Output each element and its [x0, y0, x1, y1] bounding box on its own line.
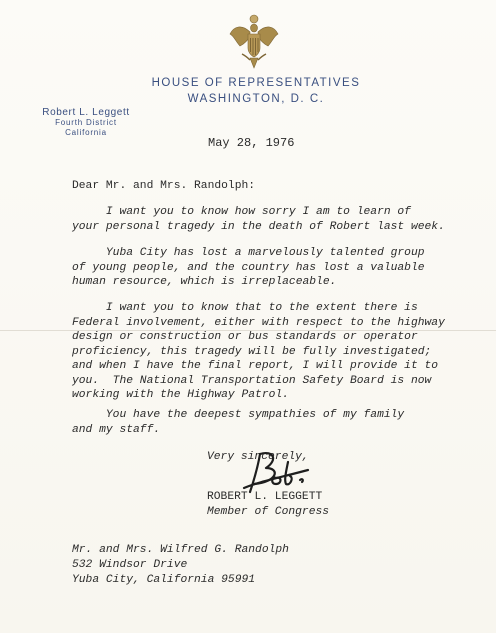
paragraph-1: I want you to know how sorry I am to learn of your personal tragedy in the death of Robert last week. — [72, 206, 445, 233]
eagle-seal-icon — [228, 14, 280, 72]
signature-name: ROBERT L. LEGGETT — [207, 491, 323, 503]
letterhead-house: HOUSE OF REPRESENTATIVES — [151, 77, 361, 89]
signature-title: Member of Congress — [207, 506, 330, 518]
salutation: Dear Mr. and Mrs. Randolph: — [72, 180, 256, 192]
recipient-line-2: 532 Windsor Drive — [72, 559, 188, 571]
sender-name: Robert L. Leggett — [42, 107, 130, 118]
paragraph-2: Yuba City has lost a marvelously talented group of young people, and the country has lost a valuable human resource, which is irreplaceable. — [72, 247, 425, 288]
letterhead-city: WASHINGTON, D. C. — [187, 93, 325, 105]
closing: Very sincerely, — [207, 451, 309, 463]
paragraph-4: You have the deepest sympathies of my family and my staff. — [72, 409, 405, 436]
sender-block — [26, 107, 146, 138]
sender-state: California — [65, 128, 107, 137]
recipient-line-3: Yuba City, California 95991 — [72, 574, 256, 586]
recipient-line-1: Mr. and Mrs. Wilfred G. Randolph — [72, 544, 289, 556]
sender-district: Fourth District — [55, 118, 117, 127]
handwritten-signature — [238, 448, 318, 496]
letter-date: May 28, 1976 — [208, 136, 295, 150]
paragraph-3: I want you to know that to the extent there is Federal involvement, either with respect to the highway design or construction or bus standards or operator proficiency, this tragedy will be fully investigated; and when I have the final report, I will provide it to you. The National Transportation Safety Board is now working with the Highway Patrol. — [72, 302, 445, 401]
